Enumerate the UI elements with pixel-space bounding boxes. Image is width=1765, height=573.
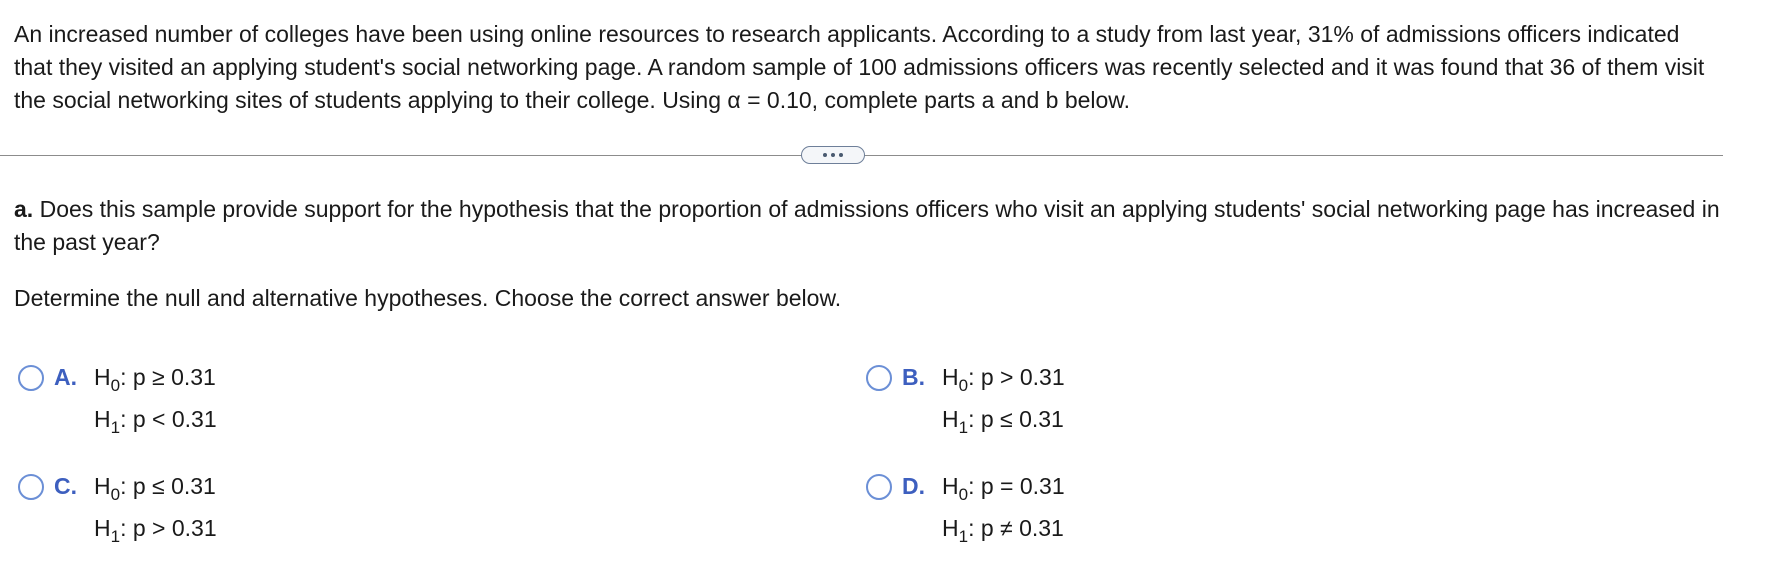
answer-option-a[interactable] — [18, 361, 217, 445]
hypotheses — [942, 361, 1065, 445]
option-letter: B. — [902, 364, 925, 390]
option-letter: D. — [902, 473, 925, 499]
hypotheses — [94, 361, 217, 445]
ellipsis-dot-icon — [831, 153, 835, 157]
hypotheses — [942, 470, 1065, 554]
ellipsis-dot-icon — [839, 153, 843, 157]
null-hypothesis: $H_0$: p = 0.31 — [942, 473, 1065, 504]
part-a-question — [14, 193, 1734, 259]
hypotheses — [94, 470, 217, 554]
alternative-hypothesis: $H_1$: p ≤ 0.31 — [942, 406, 1064, 437]
part-a-question-text: Does this sample provide support for the hypothesis that the proportion of admissions officers who visit an applying students' social networking page has increased in the past year? — [14, 196, 1720, 255]
problem-intro-text: An increased number of colleges have been using online resources to research applicants. According to a study from last year, 31% of admissions officers indicated that they visited an applying student's social networking page. A random sample of 100 admissions officers was recently selected and it was found that 36 of them visit the social networking sites of students applying to their college. Using α = 0.10, complete parts a and b below. — [14, 21, 1705, 113]
radio-button-b[interactable] — [866, 365, 892, 391]
answer-option-c[interactable] — [18, 470, 217, 554]
expand-more-button[interactable] — [801, 146, 865, 164]
answer-option-b[interactable] — [866, 361, 1065, 445]
option-letter: C. — [54, 473, 77, 499]
alternative-hypothesis: $H_1$: p < 0.31 — [94, 406, 217, 437]
ellipsis-dot-icon — [823, 153, 827, 157]
null-hypothesis: $H_0$: p ≤ 0.31 — [94, 473, 216, 504]
option-letter: A. — [54, 364, 77, 390]
null-hypothesis: $H_0$: p ≥ 0.31 — [94, 364, 216, 395]
radio-button-a[interactable] — [18, 365, 44, 391]
null-hypothesis: $H_0$: p > 0.31 — [942, 364, 1065, 395]
radio-button-d[interactable] — [866, 474, 892, 500]
part-a-instruction: Determine the null and alternative hypotheses. Choose the correct answer below. — [14, 285, 842, 311]
alternative-hypothesis: $H_1$: p ≠ 0.31 — [942, 515, 1064, 546]
part-a-label: a. — [14, 196, 34, 222]
radio-button-c[interactable] — [18, 474, 44, 500]
answer-option-d[interactable] — [866, 470, 1065, 554]
alternative-hypothesis: $H_1$: p > 0.31 — [94, 515, 217, 546]
